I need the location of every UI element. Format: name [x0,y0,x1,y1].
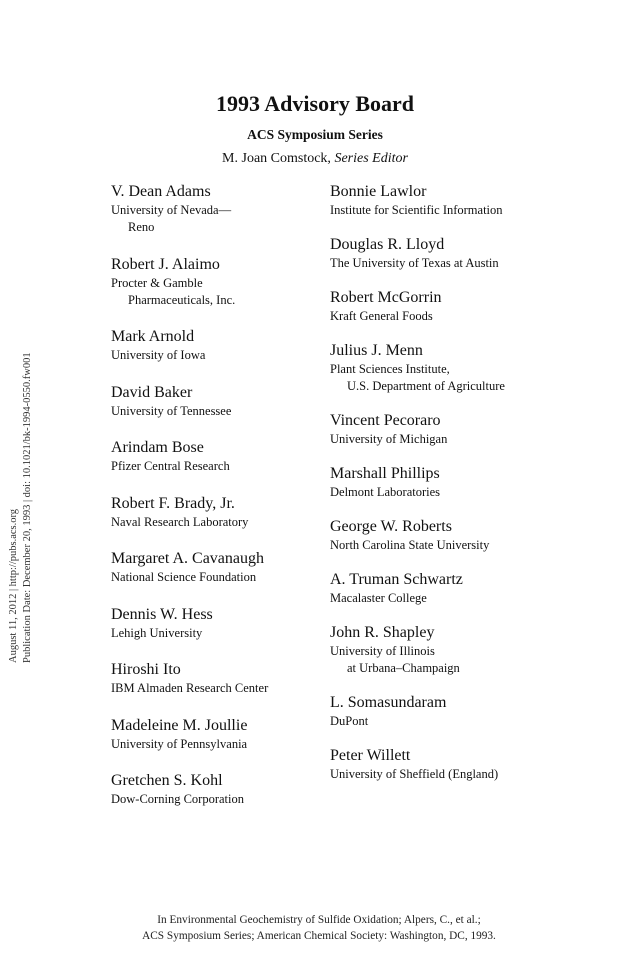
member-name: L. Somasundaram [330,694,447,711]
member-name: Bonnie Lawlor [330,183,427,200]
board-member [111,438,311,475]
member-affiliation-cont: Reno [128,220,155,234]
member-affiliation: National Science Foundation [111,570,257,584]
board-member [330,623,580,677]
board-column-right [330,182,580,799]
member-name: A. Truman Schwartz [330,571,463,588]
member-affiliation: University of Iowa [111,348,206,362]
source-citation [0,912,638,944]
member-affiliation: The University of Texas at Austin [330,256,499,270]
member-name: David Baker [111,383,193,401]
member-affiliation: University of Michigan [330,432,448,446]
member-name: Peter Willett [330,747,411,764]
board-member [111,716,311,753]
member-affiliation: Plant Sciences Institute, [330,362,450,376]
member-affiliation-cont: Pharmaceuticals, Inc. [128,292,236,307]
board-member [111,549,311,586]
board-member [330,746,580,783]
board-member [111,660,311,697]
member-name: Julius J. Menn [330,342,423,359]
member-name: John R. Shapley [330,624,435,641]
member-name: Mark Arnold [111,328,195,345]
member-affiliation: Lehigh University [111,625,203,640]
side-citation-line-1: August 11, 2012 | http://pubs.acs.org [8,508,19,663]
board-member [111,255,311,309]
member-affiliation: Pfizer Central Research [111,459,230,473]
member-affiliation-cont: at Urbana–Champaign [347,661,460,675]
member-affiliation: University of Illinois [330,644,435,658]
board-member [330,464,580,501]
member-affiliation: Naval Research Laboratory [111,514,249,529]
member-affiliation: North Carolina State University [330,538,490,552]
member-name: Robert J. Alaimo [111,255,220,273]
board-member [330,288,580,325]
board-member [330,517,580,554]
member-name: George W. Roberts [330,518,452,535]
board-member [330,341,580,395]
member-affiliation: Kraft General Foods [330,309,433,323]
board-column-left [111,182,311,827]
member-name: Robert F. Brady, Jr. [111,494,235,512]
member-affiliation: University of Pennsylvania [111,736,248,751]
member-name: Robert McGorrin [330,289,442,306]
board-member [330,411,580,448]
side-citation-line-2: Publication Date: December 20, 1993 | doi: 10.1021/bk-1994-0550.fw001 [22,352,33,663]
board-member [111,383,311,420]
board-member [330,570,580,607]
series-editor [200,151,430,167]
member-name: Vincent Pecoraro [330,412,441,429]
member-name: Gretchen S. Kohl [111,772,223,789]
member-affiliation: University of Nevada— [111,203,232,217]
side-citation [0,0,48,957]
member-name: Douglas R. Lloyd [330,236,445,253]
board-member [330,693,580,730]
member-affiliation: University of Tennessee [111,403,232,418]
member-affiliation: Institute for Scientific Information [330,203,503,217]
member-affiliation: DuPont [330,714,369,728]
board-member [111,327,311,364]
page-title: 1993 Advisory Board [215,91,415,116]
member-name: V. Dean Adams [111,183,211,200]
board-member [111,605,311,642]
member-name: Hiroshi Ito [111,661,181,678]
member-affiliation: Procter & Gamble [111,275,203,290]
editor-role: Series Editor [334,151,408,166]
member-affiliation: IBM Almaden Research Center [111,681,269,695]
member-affiliation: Dow-Corning Corporation [111,792,244,806]
board-member [111,771,311,808]
source-citation-line-1: In Environmental Geochemistry of Sulfide Oxidation; Alpers, C., et al.; [157,914,481,926]
source-citation-line-2: ACS Symposium Series; American Chemical Society: Washington, DC, 1993. [142,930,496,942]
member-name: Marshall Phillips [330,465,440,482]
board-member [111,494,311,531]
series-title: ACS Symposium Series [247,127,383,142]
member-name: Margaret A. Cavanaugh [111,550,264,567]
member-affiliation: University of Sheffield (England) [330,767,499,781]
member-name: Dennis W. Hess [111,605,213,623]
board-member [330,182,580,219]
member-affiliation: Macalaster College [330,591,427,605]
editor-name: M. Joan Comstock, [222,151,335,166]
member-name: Madeleine M. Joullie [111,716,248,734]
member-affiliation-cont: U.S. Department of Agriculture [347,379,505,393]
member-name: Arindam Bose [111,439,204,456]
board-member [330,235,580,272]
board-member [111,182,311,236]
member-affiliation: Delmont Laboratories [330,485,441,499]
